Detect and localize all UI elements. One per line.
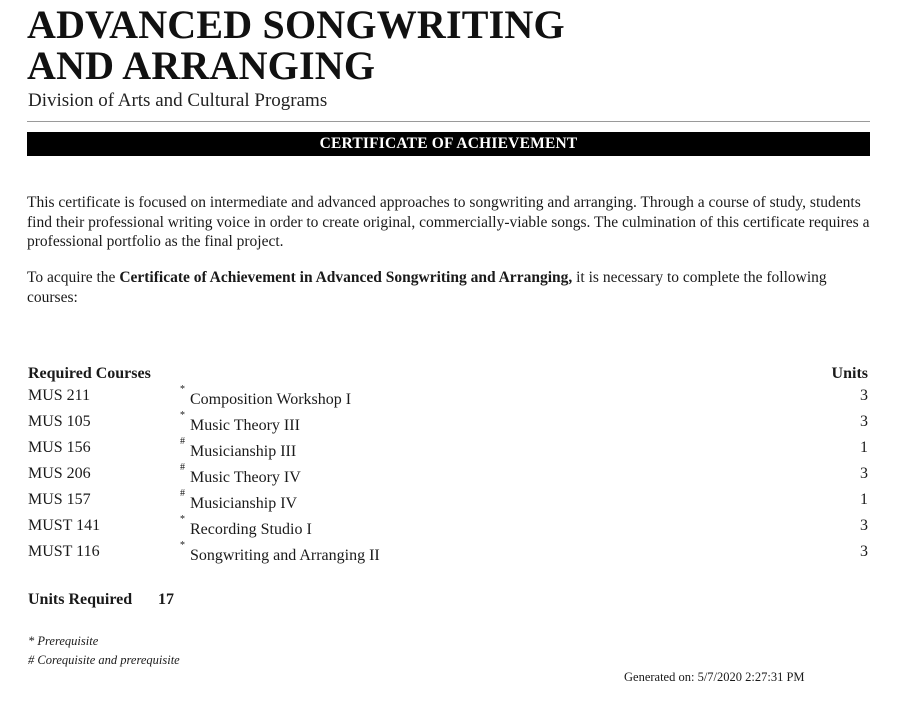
course-units: 3: [860, 517, 868, 534]
course-row: [28, 464, 868, 490]
course-name: Musicianship IV: [190, 495, 298, 512]
course-row: [28, 542, 868, 568]
title-line-2: AND ARRANGING: [27, 43, 376, 88]
course-units: 1: [860, 439, 868, 456]
course-units: 3: [860, 387, 868, 404]
units-required-value: 17: [158, 591, 174, 608]
course-name: Composition Workshop I: [190, 391, 352, 408]
course-code: MUS 157: [28, 491, 91, 508]
footnote-prerequisite: * Prerequisite: [28, 634, 99, 648]
course-requisite-mark: #: [180, 462, 185, 473]
course-row: [28, 516, 868, 542]
units-header: Units: [831, 365, 868, 382]
footnote-corequisite: # Corequisite and prerequisite: [28, 653, 180, 667]
course-requisite-mark: *: [180, 410, 185, 421]
title-line-1: ADVANCED SONGWRITING: [27, 2, 565, 47]
course-code: MUS 206: [28, 465, 91, 482]
units-required-label: Units Required: [28, 591, 133, 608]
course-requisite-mark: *: [180, 384, 185, 395]
course-code: MUST 116: [28, 543, 100, 560]
course-code: MUST 141: [28, 517, 101, 534]
division-subtitle: Division of Arts and Cultural Programs: [28, 90, 328, 111]
course-name: Musicianship III: [190, 443, 297, 460]
course-requisite-mark: #: [180, 488, 185, 499]
requirement-prefix: To acquire the: [27, 269, 120, 286]
course-requisite-mark: *: [180, 540, 185, 551]
requirement-statement: [27, 268, 870, 307]
required-courses-header: Required Courses: [28, 365, 151, 382]
page-title: [27, 4, 565, 86]
course-row: [28, 412, 868, 438]
course-units: 1: [860, 491, 868, 508]
certificate-banner: CERTIFICATE OF ACHIEVEMENT: [27, 132, 870, 156]
course-units: 3: [860, 543, 868, 560]
header-divider: [27, 121, 870, 122]
requirement-suffix: it is necessary to complete the following courses:: [27, 269, 827, 306]
course-requisite-mark: #: [180, 436, 185, 447]
course-row: [28, 490, 868, 516]
course-code: MUS 156: [28, 439, 91, 456]
course-code: MUS 211: [28, 387, 91, 404]
course-requisite-mark: *: [180, 514, 185, 525]
generated-timestamp: Generated on: 5/7/2020 2:27:31 PM: [624, 670, 805, 684]
course-name: Music Theory IV: [190, 469, 301, 486]
course-row: [28, 386, 868, 412]
course-units: 3: [860, 465, 868, 482]
certificate-description: This certificate is focused on intermediate and advanced approaches to songwriting and arranging. Through a course of study, students find their professional writing voice in order to create original, commercially-viable songs. The culmination of this certificate requires a professional portfolio as the final project.: [27, 194, 870, 250]
course-name: Recording Studio I: [190, 521, 312, 538]
requirement-certificate-name: Certificate of Achievement in Advanced Songwriting and Arranging,: [119, 269, 573, 286]
course-row: [28, 438, 868, 464]
course-name: Songwriting and Arranging II: [190, 547, 380, 564]
course-code: MUS 105: [28, 413, 91, 430]
course-units: 3: [860, 413, 868, 430]
course-name: Music Theory III: [190, 417, 300, 434]
